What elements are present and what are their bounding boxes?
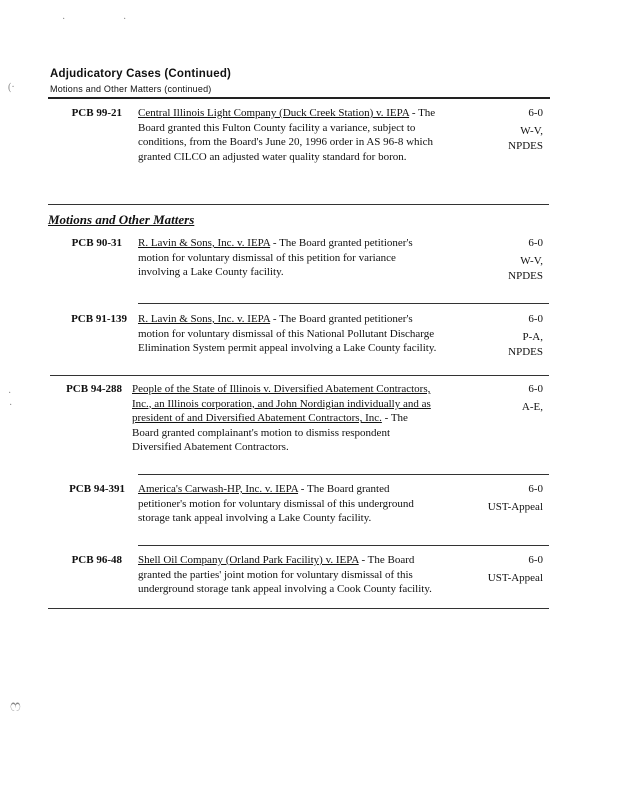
vote: 6-0 — [528, 554, 543, 566]
case-description — [138, 312, 473, 356]
case-code: UST-Appeal — [487, 572, 543, 584]
scan-speck: · — [9, 400, 13, 411]
case-meta — [473, 106, 543, 154]
scan-speck: · — [123, 14, 127, 25]
case-code: NPDES — [508, 140, 543, 152]
page-header-subtitle: Motions and Other Matters (continued) — [50, 84, 212, 94]
case-entry — [0, 553, 618, 613]
case-text-line: - The — [384, 412, 408, 425]
scan-speck: · — [8, 388, 12, 399]
vote: 6-0 — [528, 383, 543, 395]
docket-number: PCB 96-48 — [71, 554, 122, 566]
case-caption: Central Illinois Light Company (Duck Creek Station) v. IEPA — [138, 107, 410, 119]
vote: 6-0 — [528, 107, 543, 119]
page-header-title: Adjudicatory Cases (Continued) — [50, 68, 232, 80]
divider — [138, 303, 549, 304]
vote: 6-0 — [528, 313, 543, 325]
case-text-line: - The Board granted — [300, 483, 390, 495]
divider — [48, 204, 549, 205]
case-entry — [0, 106, 618, 176]
case-text-line: granted the parties' joint motion for voluntary dismissal of this — [138, 568, 413, 581]
scan-speck: (· — [8, 82, 15, 93]
case-meta — [473, 382, 543, 415]
case-code: UST-Appeal — [487, 501, 543, 513]
case-caption: R. Lavin & Sons, Inc. v. IEPA — [138, 313, 271, 325]
divider — [138, 474, 549, 475]
case-entry — [0, 312, 618, 372]
docket-number: PCB 94-288 — [66, 383, 122, 395]
docket-number: PCB 91-139 — [71, 313, 127, 325]
case-caption-line: People of the State of Illinois v. Diversified Abatement Contractors, — [132, 383, 431, 395]
scan-speck: ෆ — [10, 698, 21, 715]
case-meta — [473, 482, 543, 515]
divider — [48, 608, 549, 609]
case-text-line: involving a Lake County facility. — [138, 266, 284, 279]
case-description — [138, 106, 473, 164]
case-code: NPDES — [508, 270, 543, 282]
case-meta — [473, 312, 543, 360]
case-code: NPDES — [508, 346, 543, 358]
case-description — [138, 553, 473, 597]
case-code: A-E, — [521, 401, 543, 413]
case-code: W-V, — [520, 125, 543, 137]
case-description — [132, 382, 477, 455]
docket-number: PCB 99-21 — [71, 107, 122, 119]
case-text-line: - The Board — [361, 554, 415, 566]
case-text-line: granted CILCO an adjusted water quality standard for boron. — [138, 150, 407, 163]
case-caption: America's Carwash-HP, Inc. v. IEPA — [138, 483, 299, 495]
case-text-line: storage tank appeal involving a Lake County facility. — [138, 512, 372, 525]
case-code: W-V, — [520, 255, 543, 267]
case-code: P-A, — [522, 331, 543, 343]
case-description — [138, 236, 473, 280]
vote: 6-0 — [528, 483, 543, 495]
section-title: Motions and Other Matters — [48, 212, 195, 227]
case-entry — [0, 482, 618, 542]
case-text-line: Diversified Abatement Contractors. — [132, 441, 289, 454]
case-caption: R. Lavin & Sons, Inc. v. IEPA — [138, 237, 271, 249]
case-caption: Shell Oil Company (Orland Park Facility) v. IEPA — [138, 554, 359, 566]
case-text-line: - The Board granted petitioner's — [272, 313, 413, 325]
case-text-line: Board granted complainant's motion to dismiss respondent — [132, 426, 391, 439]
docket-number: PCB 94-391 — [69, 483, 125, 495]
header-rule — [48, 97, 550, 99]
divider — [138, 545, 549, 546]
case-entry — [0, 236, 618, 296]
docket-number: PCB 90-31 — [71, 237, 122, 249]
case-meta — [473, 553, 543, 586]
case-meta — [473, 236, 543, 284]
case-text-line: - The — [411, 107, 436, 119]
vote: 6-0 — [528, 237, 543, 249]
case-caption-line: president of and Diversified Abatement Contractors, Inc. — [132, 412, 382, 425]
case-text-line: conditions, from the Board's June 20, 1996 order in AS 96-8 which — [138, 136, 433, 149]
case-description — [138, 482, 473, 526]
case-text-line: motion for voluntary dismissal of this petition for variance — [138, 251, 396, 264]
case-text-line: Board granted this Fulton County facility a variance, subject to — [138, 121, 416, 134]
divider — [50, 375, 549, 376]
scan-speck: · — [62, 14, 66, 25]
case-text-line: Elimination System permit appeal involving a Lake County facility. — [138, 342, 437, 355]
case-text-line: motion for voluntary dismissal of this National Pollutant Discharge — [138, 327, 435, 340]
case-text-line: - The Board granted petitioner's — [272, 237, 413, 249]
case-text-line: petitioner's motion for voluntary dismissal of this underground — [138, 497, 414, 510]
case-entry — [0, 382, 618, 462]
case-text-line: underground storage tank appeal involving a Cook County facility. — [138, 583, 432, 596]
case-caption-line: Inc., an Illinois corporation, and John Nordigian individually and as — [132, 397, 431, 410]
